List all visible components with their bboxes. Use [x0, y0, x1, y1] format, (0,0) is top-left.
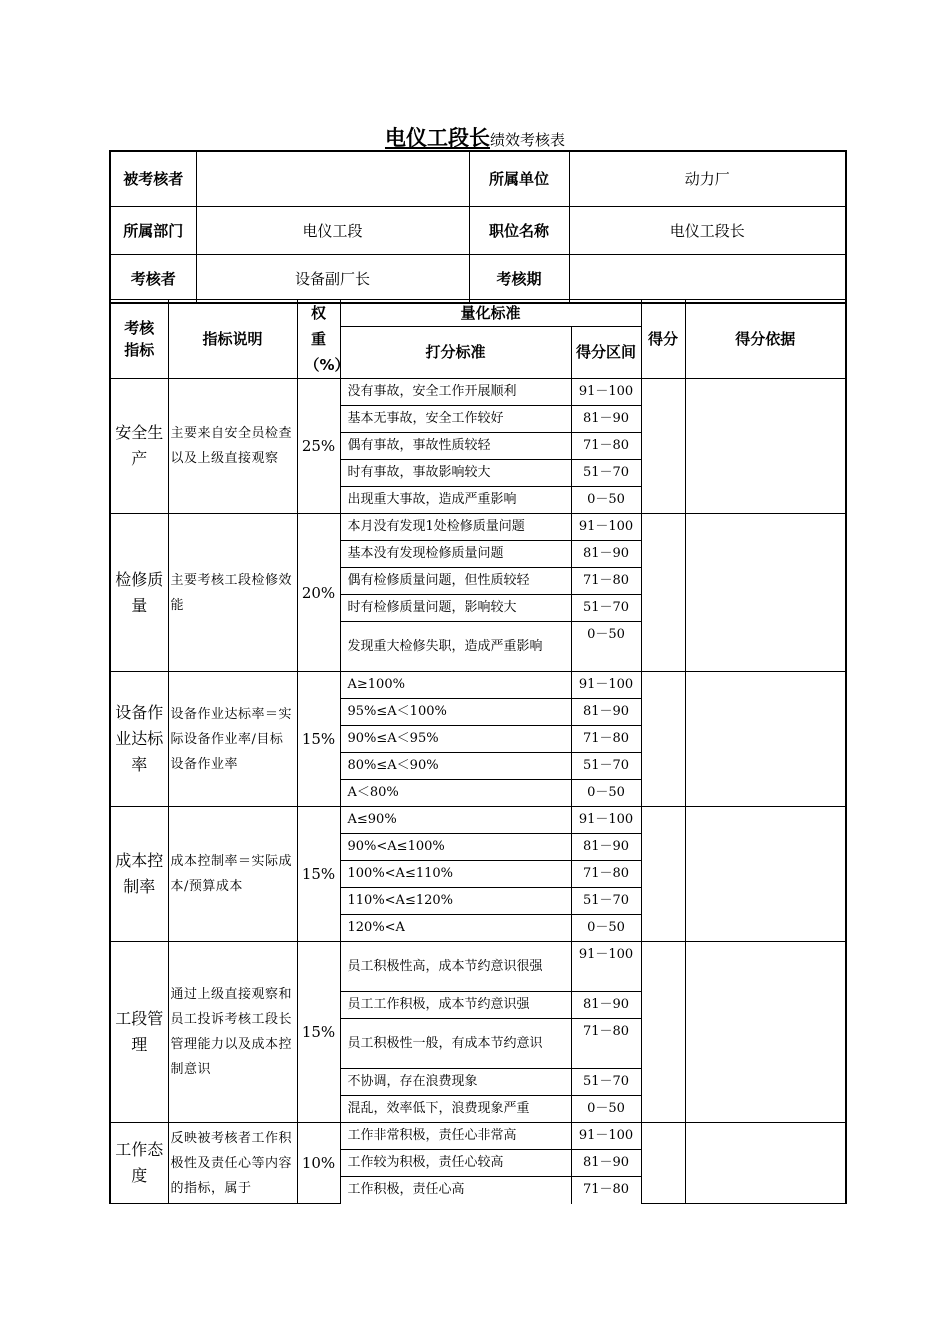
- indicator-name: 检修质量: [110, 514, 168, 672]
- criteria-text: 偶有检修质量问题，但性质较轻: [340, 568, 571, 595]
- score-range: 0－50: [571, 780, 641, 807]
- score-cell[interactable]: [641, 379, 685, 514]
- header-description: 指标说明: [168, 300, 297, 379]
- title-main: 电仪工段长: [384, 125, 490, 150]
- criteria-text: 时有事故，事故影响较大: [340, 460, 571, 487]
- score-range: 91－100: [571, 379, 641, 406]
- score-range: 91－100: [571, 514, 641, 541]
- score-cell[interactable]: [641, 807, 685, 942]
- indicator-description: 通过上级直接观察和员工投诉考核工段长管理能力以及成本控制意识: [168, 942, 297, 1123]
- table-row: [110, 942, 846, 992]
- criteria-text: A≥100%: [340, 672, 571, 699]
- score-range: 0－50: [571, 1096, 641, 1123]
- criteria-text: 没有事故，安全工作开展顺利: [340, 379, 571, 406]
- table-row: [110, 379, 846, 406]
- criteria-text: 80%≤A＜90%: [340, 753, 571, 780]
- info-table: [109, 150, 847, 304]
- unit-value[interactable]: 动力厂: [569, 151, 846, 206]
- score-range: 71－80: [571, 726, 641, 753]
- score-range: 51－70: [571, 753, 641, 780]
- score-range: 81－90: [571, 834, 641, 861]
- indicator-description: 主要考核工段检修效能: [168, 514, 297, 672]
- examiner-label: 考核者: [110, 254, 196, 303]
- score-range: 91－100: [571, 807, 641, 834]
- criteria-text: 工作积极，责任心高: [340, 1177, 571, 1204]
- indicator-weight: 10%: [297, 1123, 340, 1204]
- indicator-name: 安全生产: [110, 379, 168, 514]
- indicator-weight: 15%: [297, 807, 340, 942]
- table-row: [110, 514, 846, 541]
- score-range: 81－90: [571, 406, 641, 433]
- score-cell[interactable]: [641, 942, 685, 1123]
- score-range: 91－100: [571, 672, 641, 699]
- score-range: 0－50: [571, 622, 641, 672]
- score-range: 81－90: [571, 992, 641, 1019]
- indicator-weight: 20%: [297, 514, 340, 672]
- criteria-text: 时有检修质量问题，影响较大: [340, 595, 571, 622]
- indicator-description: 反映被考核者工作积极性及责任心等内容的指标，属于: [168, 1123, 297, 1204]
- examinee-label: 被考核者: [110, 151, 196, 206]
- indicator-name: 工作态度: [110, 1123, 168, 1204]
- criteria-text: 基本没有发现检修质量问题: [340, 541, 571, 568]
- score-cell[interactable]: [641, 1123, 685, 1204]
- criteria-text: 工作非常积极，责任心非常高: [340, 1123, 571, 1150]
- basis-cell[interactable]: [685, 514, 846, 672]
- examiner-value[interactable]: 设备副厂长: [196, 254, 469, 303]
- basis-cell[interactable]: [685, 379, 846, 514]
- indicator-weight: 15%: [297, 672, 340, 807]
- score-range: 71－80: [571, 1177, 641, 1204]
- criteria-text: 95%≤A＜100%: [340, 699, 571, 726]
- header-indicator: 考核指标: [110, 300, 168, 379]
- score-cell[interactable]: [641, 514, 685, 672]
- criteria-text: 偶有事故，事故性质较轻: [340, 433, 571, 460]
- dept-label: 所属部门: [110, 206, 196, 254]
- criteria-text: 员工积极性一般，有成本节约意识: [340, 1019, 571, 1069]
- criteria-text: A＜80%: [340, 780, 571, 807]
- examinee-value[interactable]: [196, 151, 469, 206]
- basis-cell[interactable]: [685, 1123, 846, 1204]
- table-row: [110, 672, 846, 699]
- position-value[interactable]: 电仪工段长: [569, 206, 846, 254]
- indicator-description: 设备作业达标率＝实际设备作业率/目标设备作业率: [168, 672, 297, 807]
- score-range: 81－90: [571, 699, 641, 726]
- criteria-text: 100%<A≤110%: [340, 861, 571, 888]
- score-range: 51－70: [571, 1069, 641, 1096]
- score-range: 0－50: [571, 487, 641, 514]
- indicator-weight: 15%: [297, 942, 340, 1123]
- criteria-text: 员工积极性高，成本节约意识很强: [340, 942, 571, 992]
- period-label: 考核期: [469, 254, 569, 303]
- header-basis: 得分依据: [685, 300, 846, 379]
- indicator-weight: 25%: [297, 379, 340, 514]
- header-weight: 权重（%）: [297, 300, 340, 379]
- basis-cell[interactable]: [685, 942, 846, 1123]
- criteria-text: 出现重大事故，造成严重影响: [340, 487, 571, 514]
- criteria-text: 不协调，存在浪费现象: [340, 1069, 571, 1096]
- header-range: 得分区间: [571, 326, 641, 378]
- header-criteria: 打分标准: [340, 326, 571, 378]
- score-range: 91－100: [571, 942, 641, 992]
- criteria-text: 员工工作积极，成本节约意识强: [340, 992, 571, 1019]
- score-range: 81－90: [571, 1150, 641, 1177]
- criteria-text: 120%<A: [340, 915, 571, 942]
- criteria-text: 发现重大检修失职，造成严重影响: [340, 622, 571, 672]
- period-value[interactable]: [569, 254, 846, 303]
- score-range: 71－80: [571, 1019, 641, 1069]
- score-range: 0－50: [571, 915, 641, 942]
- criteria-text: 90%≤A＜95%: [340, 726, 571, 753]
- basis-cell[interactable]: [685, 672, 846, 807]
- criteria-text: 90%<A≤100%: [340, 834, 571, 861]
- score-range: 71－80: [571, 433, 641, 460]
- header-quant: 量化标准: [340, 300, 641, 327]
- indicator-name: 设备作业达标率: [110, 672, 168, 807]
- criteria-text: 基本无事故，安全工作较好: [340, 406, 571, 433]
- basis-cell[interactable]: [685, 807, 846, 942]
- table-row: [110, 1123, 846, 1150]
- score-range: 71－80: [571, 568, 641, 595]
- position-label: 职位名称: [469, 206, 569, 254]
- criteria-text: A≤90%: [340, 807, 571, 834]
- indicator-description: 主要来自安全员检查以及上级直接观察: [168, 379, 297, 514]
- dept-value[interactable]: 电仪工段: [196, 206, 469, 254]
- indicator-name: 成本控制率: [110, 807, 168, 942]
- score-range: 51－70: [571, 460, 641, 487]
- header-score: 得分: [641, 300, 685, 379]
- criteria-text: 工作较为积极，责任心较高: [340, 1150, 571, 1177]
- score-range: 91－100: [571, 1123, 641, 1150]
- unit-label: 所属单位: [469, 151, 569, 206]
- table-row: [110, 807, 846, 834]
- criteria-table: [109, 299, 847, 1204]
- criteria-text: 混乱，效率低下，浪费现象严重: [340, 1096, 571, 1123]
- criteria-text: 110%<A≤120%: [340, 888, 571, 915]
- score-cell[interactable]: [641, 672, 685, 807]
- indicator-name: 工段管理: [110, 942, 168, 1123]
- score-range: 51－70: [571, 888, 641, 915]
- score-range: 71－80: [571, 861, 641, 888]
- title-suffix: 绩效考核表: [489, 131, 565, 149]
- score-range: 51－70: [571, 595, 641, 622]
- score-range: 81－90: [571, 541, 641, 568]
- criteria-text: 本月没有发现1处检修质量问题: [340, 514, 571, 541]
- indicator-description: 成本控制率＝实际成本/预算成本: [168, 807, 297, 942]
- page-title: [0, 122, 950, 152]
